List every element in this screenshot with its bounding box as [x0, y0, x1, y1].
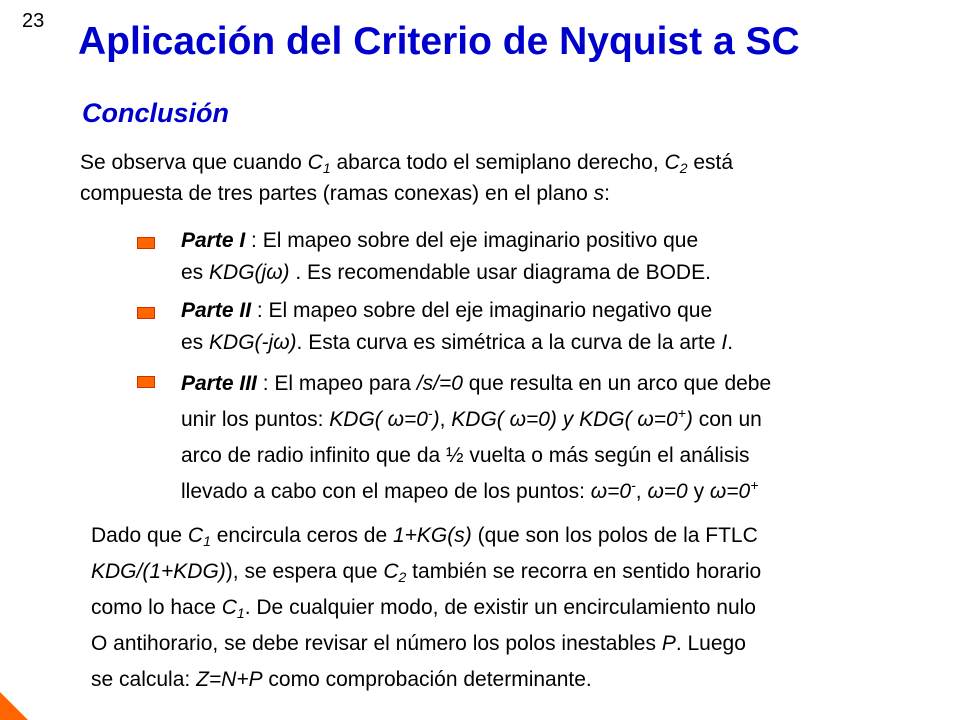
part-text: . Esta curva es simétrica a la curva de la arte: [296, 331, 722, 354]
omega-point-3: ω=0+: [709, 477, 759, 503]
part-text: llevado a cabo con el mapeo de los puntos:: [181, 480, 591, 503]
kdg-point-2: KDG( ω=0): [451, 408, 557, 431]
kdg-expression: KDG(-jω): [209, 331, 297, 354]
bullet-square-icon: [137, 237, 155, 249]
slide-number: 23: [22, 10, 45, 32]
c2-symbol: $C_2$: [383, 560, 407, 585]
intro-text: está: [687, 151, 734, 174]
bullet-square-icon: [137, 376, 155, 388]
intro-line-1: [80, 147, 940, 178]
part-ii-item: [181, 295, 941, 359]
part-text: : El mapeo sobre del eje imaginario positivo que: [245, 229, 699, 252]
characteristic-expression: 1+KG(s): [392, 524, 472, 547]
part-text: que resulta en un arco que debe: [462, 372, 772, 395]
part-label: Parte II: [181, 299, 252, 322]
part-text: es: [181, 261, 210, 284]
p-symbol: P: [661, 632, 676, 655]
intro-text: compuesta de tres partes (ramas conexas) en el plano: [80, 182, 594, 205]
part-text: unir los puntos:: [181, 408, 330, 431]
part-text: es: [181, 331, 210, 354]
c1-symbol: $C_1$: [307, 151, 331, 176]
part-text: .: [727, 331, 734, 354]
part-text: arco de radio infinito que da ½ vuelta o más según el análisis: [181, 444, 750, 467]
corner-decoration-icon: [0, 686, 34, 720]
kdg-point-1: KDG( ω=0-): [329, 405, 440, 431]
s-symbol: s: [593, 182, 605, 205]
intro-text: Se observa que cuando: [80, 151, 308, 174]
intro-text: abarca todo el semiplano derecho,: [330, 151, 665, 174]
c1-symbol: $C_1$: [221, 596, 245, 621]
slide-title: Aplicación del Criterio de Nyquist a SC: [78, 20, 800, 63]
part-iii-item: Parte III : El mapeo para /s/=0 que resulta en un arco que debe unir los puntos: KDG( ω=0-), KDG( ω=0) y KDG( ω=0+) con un arco de radio infinito que da ½ vuelta o más según el análisis llevado a cabo con el mapeo de los puntos: ω=0-, ω=0 y ω=0+: [181, 366, 941, 510]
bullet-square-icon: [137, 307, 155, 319]
part-label: Parte I: [181, 229, 246, 252]
omega-point-2: ω=0: [647, 480, 688, 503]
intro-paragraph: [80, 147, 940, 209]
part-text: . Es recomendable usar diagrama de BODE.: [289, 261, 711, 284]
omega-point-1: ω=0-: [590, 477, 636, 503]
conclusion-paragraph: Dado que $C_1$ encircula ceros de 1+KG(s) (que son los polos de la FTLC KDG/(1+KDG)), se espera que $C_2$ también se recorra en sentido horario como lo hace $C_1$. De cualquier modo, de existir un encirculamiento nulo O antihorario, se debe revisar el número los polos inestables P. Luego se calcula: Z=N+P como comprobación determinante.: [91, 524, 762, 691]
intro-text: :: [604, 182, 610, 205]
section-heading: Conclusión: [82, 98, 229, 128]
part-i-item: [181, 225, 941, 289]
part-text: : El mapeo sobre del eje imaginario negativo que: [251, 299, 713, 322]
ftlc-expression: KDG/(1+KDG): [91, 560, 226, 583]
s-magnitude-expression: /s/=0: [416, 372, 463, 395]
intro-line-2: [80, 178, 940, 209]
kdg-expression: KDG(jω): [209, 261, 290, 284]
part-text: : El mapeo para: [256, 372, 417, 395]
zn-expression: Z=N+P: [196, 668, 263, 691]
part-label: Parte III: [181, 372, 257, 395]
part-ref: I: [721, 331, 728, 354]
part-text: con un: [692, 408, 762, 431]
kdg-point-3: KDG( ω=0+): [579, 405, 693, 431]
c1-symbol: $C_1$: [187, 524, 211, 549]
c2-symbol: $C_2$: [664, 151, 688, 176]
